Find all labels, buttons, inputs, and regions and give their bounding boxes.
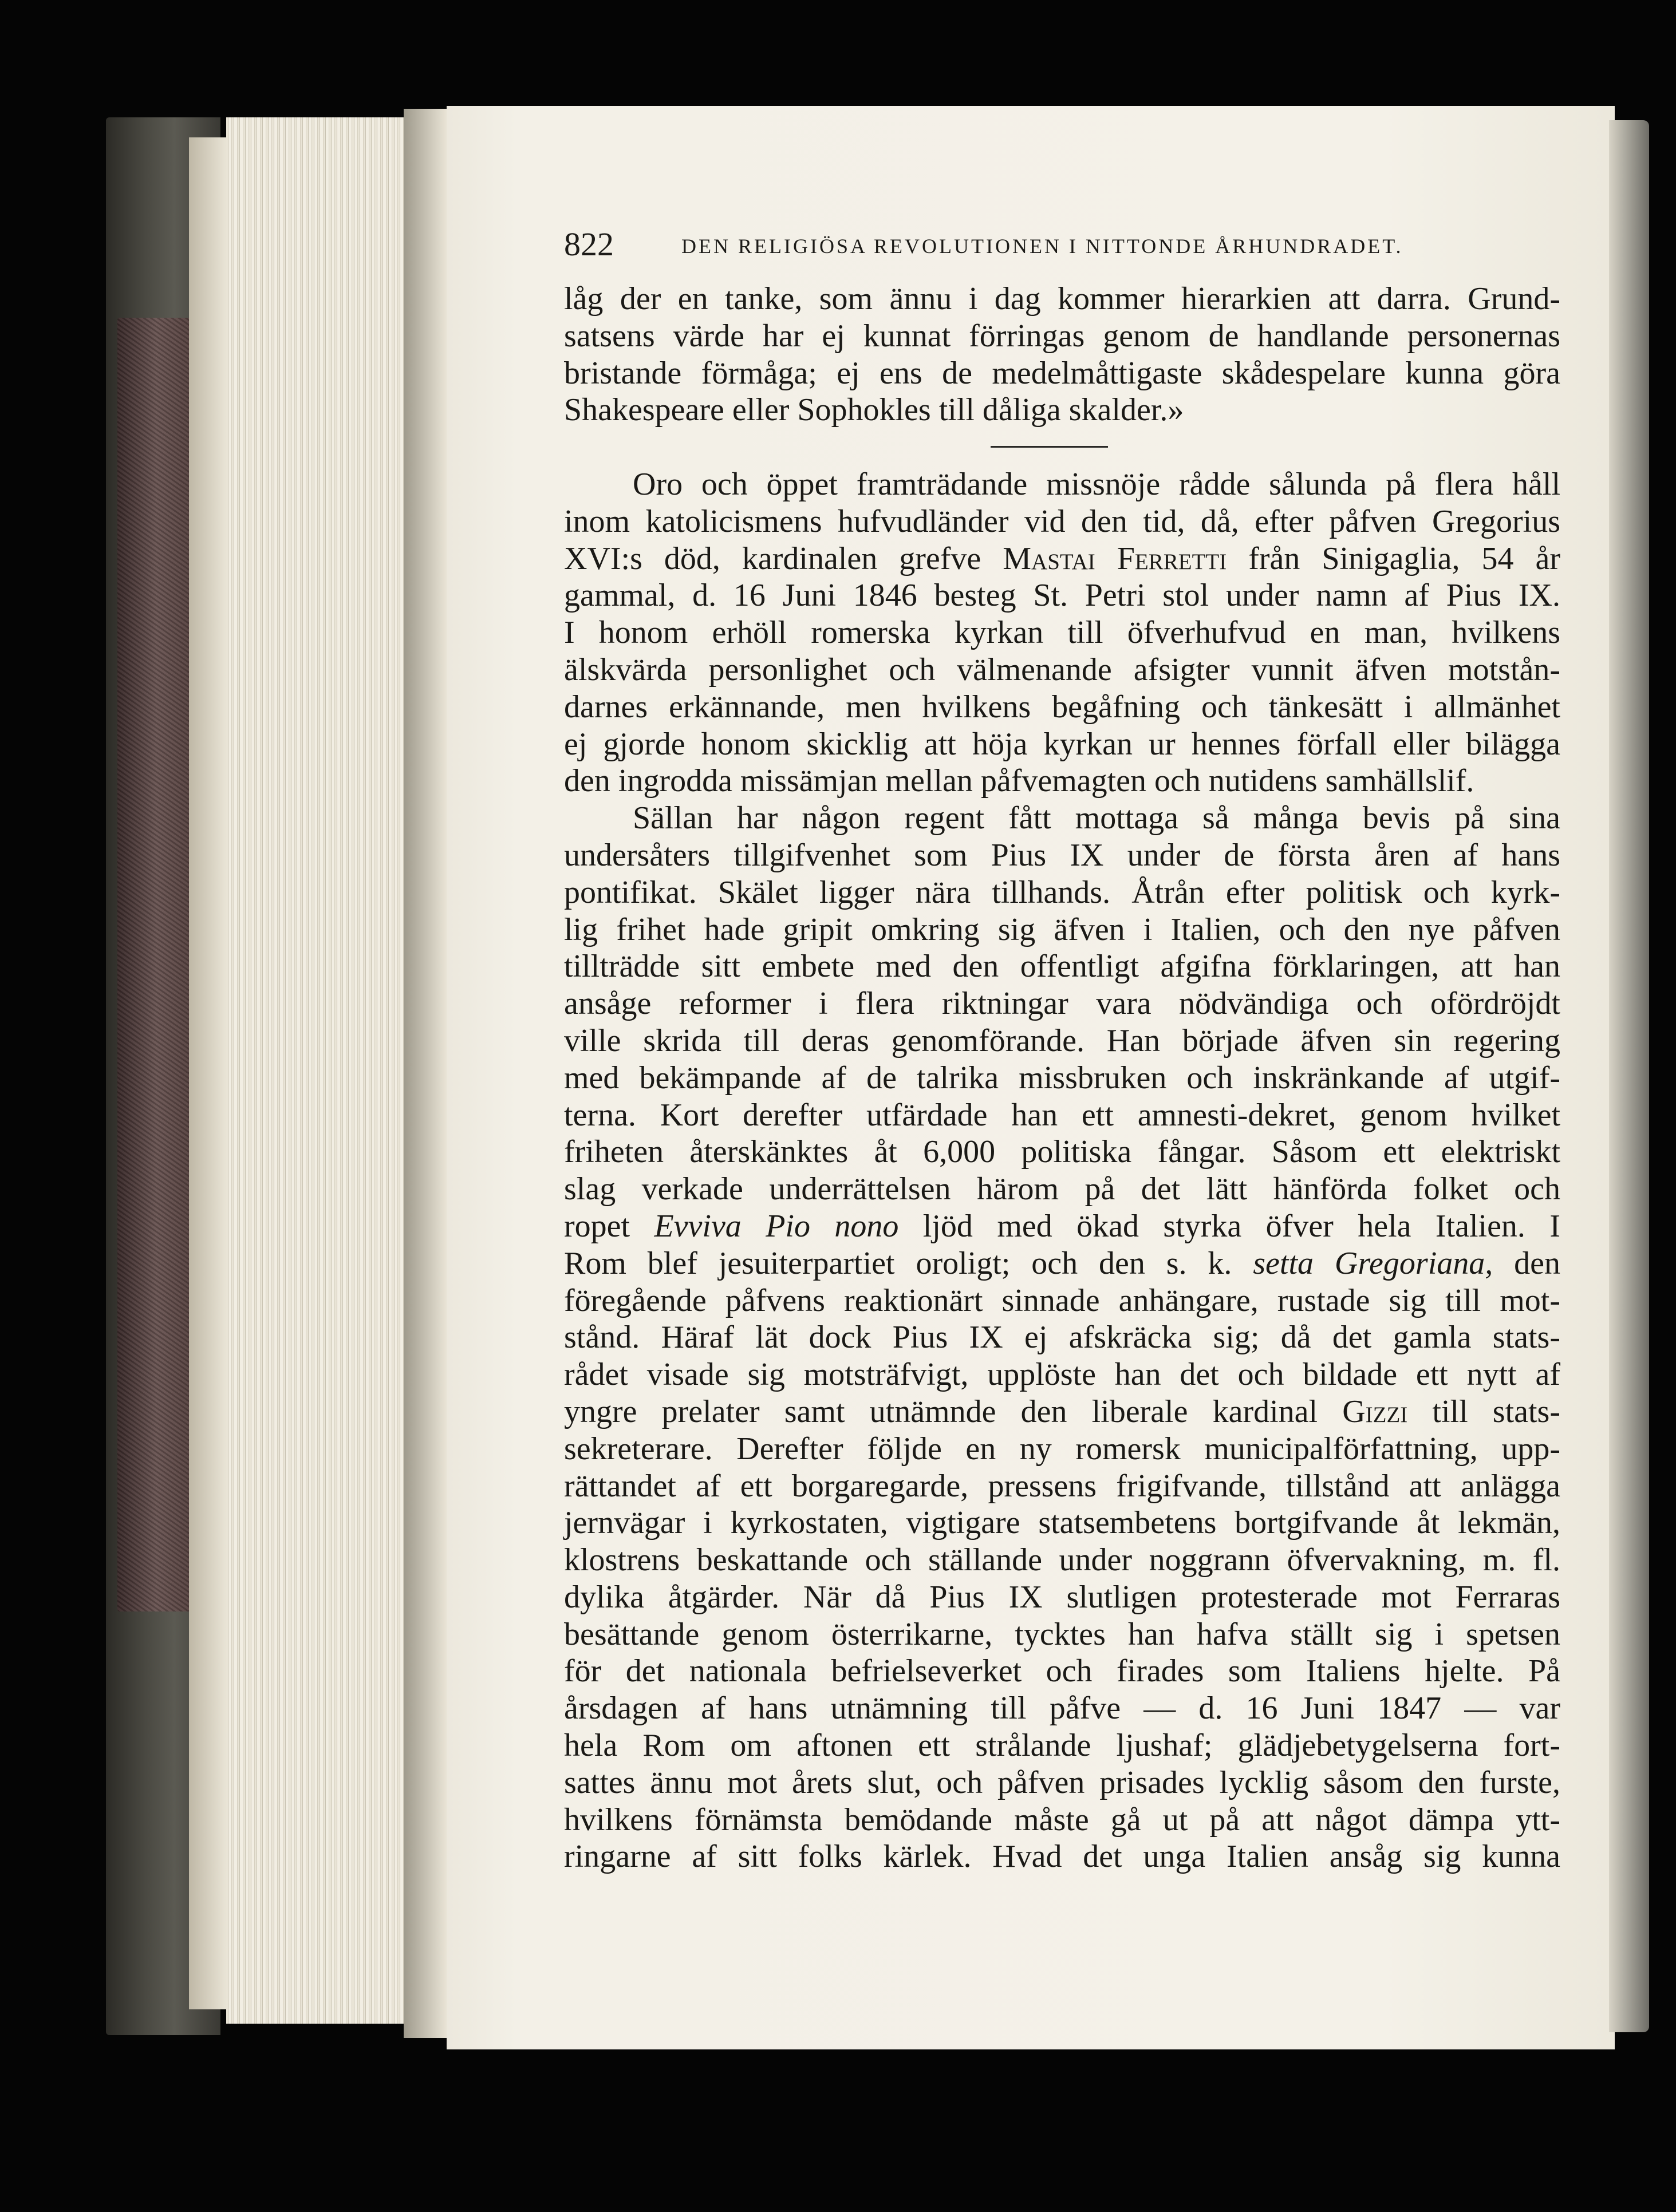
text-line: för det nationala befrielseverket och firades som Italiens hjelte. På <box>564 1653 1560 1689</box>
text-line: pontifikat. Skälet ligger nära tillhands. Åtrån efter politisk och kyrk- <box>564 874 1560 910</box>
body-text <box>564 281 1560 1875</box>
text-line: friheten återskänktes åt 6,000 politiska fångar. Såsom ett elektriskt <box>564 1134 1560 1170</box>
text-line <box>564 1393 1560 1431</box>
endpaper <box>189 137 229 2009</box>
text-line: sekreterare. Derefter följde en ny romersk municipalförfattning, upp- <box>564 1431 1560 1467</box>
text-line: terna. Kort derefter utfärdade han ett amnesti-dekret, genom hvilket <box>564 1097 1560 1133</box>
text-line <box>564 1208 1560 1245</box>
italic-phrase: Evviva Pio nono <box>654 1208 899 1244</box>
text-run: yngre prelater samt utnämnde den liberale kardinal <box>564 1393 1343 1429</box>
text-line: inom katolicismens hufvudländer vid den tid, då, efter påfven Gregorius <box>564 503 1560 539</box>
page-header <box>564 224 1560 264</box>
text-line: hela Rom om aftonen ett strålande ljushaf; glädjebetygelserna fort- <box>564 1728 1560 1764</box>
text-line: dylika åtgärder. När då Pius IX slutligen protesterade mot Ferraras <box>564 1579 1560 1615</box>
text-run: ljöd med ökad styrka öfver hela Italien. I <box>898 1208 1560 1244</box>
text-line: den ingrodda missämjan mellan påfvemagten och nutidens samhällslif. <box>564 763 1474 799</box>
text-line: slag verkade underrättelsen härom på det lätt hänförda folket och <box>564 1171 1560 1207</box>
text-line: ville skrida till deras genomförande. Han började äfven sin regering <box>564 1022 1560 1058</box>
text-line: besättande genom österrikarne, tycktes han hafva ställt sig i spetsen <box>564 1616 1560 1652</box>
text-line: föregående påfvens reaktionärt sinnade anhängare, rustade sig till mot- <box>564 1282 1560 1318</box>
text-line: lig frihet hade gripit omkring sig äfven i Italien, och den nye påfven <box>564 911 1560 947</box>
text-line: sattes ännu mot årets slut, och påfven prisades lycklig såsom den furste, <box>564 1764 1560 1800</box>
text-line: I honom erhöll romerska kyrkan till öfverhufvud en man, hvilkens <box>564 615 1560 651</box>
text-line <box>564 540 1560 578</box>
text-line: tillträdde sitt embete med den offentligt afgifna förklaringen, att han <box>564 949 1560 985</box>
name-small-caps: Mastai Ferretti <box>1003 540 1227 576</box>
page-number: 822 <box>564 226 614 263</box>
text-line: Sällan har någon regent fått mottaga så många bevis på sina <box>633 800 1560 836</box>
text-line: klostrens beskattande och ställande under noggrann öfvervakning, m. fl. <box>564 1542 1560 1578</box>
text-line: undersåters tillgifvenhet som Pius IX under de första åren af hans <box>564 837 1560 873</box>
text-line: ringarne af sitt folks kärlek. Hvad det unga Italien ansåg sig kunna <box>564 1839 1560 1875</box>
page-block-edges <box>226 117 409 2024</box>
page-right-edge <box>1609 120 1649 2032</box>
text-line: darnes erkännande, men hvilkens begåfning och tänkesätt i allmänhet <box>564 689 1560 725</box>
divider-rule <box>991 446 1108 448</box>
text-line: gammal, d. 16 Juni 1846 besteg St. Petri stol under namn af Pius IX. <box>564 578 1560 614</box>
name-small-caps: Gizzi <box>1342 1393 1408 1429</box>
text-run: till stats- <box>1407 1393 1560 1429</box>
text-run: den <box>1493 1245 1560 1281</box>
text-line: ej gjorde honom skicklig att höja kyrkan ur hennes förfall eller bilägga <box>564 726 1560 762</box>
text-line: Oro och öppet framträdande missnöje rådde sålunda på flera håll <box>633 466 1560 502</box>
italic-phrase: setta Gregoriana, <box>1253 1245 1493 1281</box>
text-line: rättandet af ett borgaregarde, pressens frigifvande, tillstånd att anlägga <box>564 1468 1560 1504</box>
text-run: ropet <box>564 1208 654 1244</box>
running-title: DEN RELIGIÖSA REVOLUTIONEN I NITTONDE ÅRHUNDRADET. <box>681 235 1403 258</box>
text-line: ansåge reformer i flera riktningar vara nödvändiga och ofördröjdt <box>564 986 1560 1022</box>
section-divider <box>564 429 1560 466</box>
text-run: Rom blef jesuiterpartiet oroligt; och den s. k. <box>564 1245 1253 1281</box>
text-run: från Sinigaglia, 54 år <box>1227 540 1561 576</box>
text-run: XVI:s död, kardinalen grefve <box>564 540 1003 576</box>
text-line: älskvärda personlighet och välmenande afsigter vunnit äfven motstån- <box>564 651 1560 688</box>
text-line: Shakespeare eller Sophokles till dåliga skalder.» <box>564 392 1184 428</box>
text-line: bristande förmåga; ej ens de medelmåttigaste skådespelare kunna göra <box>564 355 1560 391</box>
text-line: årsdagen af hans utnämning till påfve — d. 16 Juni 1847 — var <box>564 1690 1560 1727</box>
text-line: hvilkens förnämsta bemödande måste gå ut på att något dämpa ytt- <box>564 1802 1560 1838</box>
text-line: med bekämpande af de talrika missbruken och inskränkande af utgif- <box>564 1060 1560 1096</box>
text-line: stånd. Häraf lät dock Pius IX ej afskräcka sig; då det gamla stats- <box>564 1320 1560 1356</box>
text-line <box>564 1245 1560 1282</box>
text-line: satsens värde har ej kunnat förringas genom de handlande personernas <box>564 318 1560 354</box>
text-line: jernvägar i kyrkostaten, vigtigare statsembetens bortgifvande åt lekmän, <box>564 1505 1560 1541</box>
text-line: rådet visade sig motsträfvigt, upplöste han det och bildade ett nytt af <box>564 1357 1560 1393</box>
text-line: låg der en tanke, som ännu i dag kommer hierarkien att darra. Grund- <box>564 281 1560 317</box>
